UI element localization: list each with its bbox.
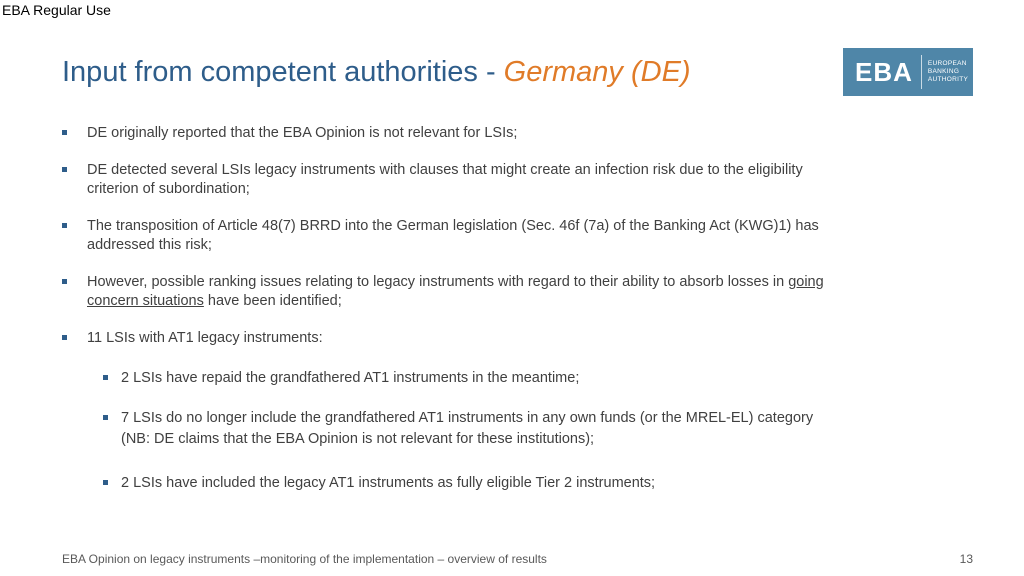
sub-bullet-text: 7 LSIs do no longer include the grandfathered AT1 instruments in any own funds (or the MREL-EL) category (NB: DE claims that the EBA Opinion is not relevant for these institutions); xyxy=(121,410,814,447)
page-number: 13 xyxy=(959,552,973,566)
bullet-text: DE originally reported that the EBA Opinion is not relevant for LSIs; xyxy=(87,125,518,141)
square-bullet-icon xyxy=(62,223,67,228)
logo-full-name xyxy=(928,60,968,84)
classification-label: EBA Regular Use xyxy=(2,2,111,18)
bullet-text-before: However, possible ranking issues relating to legacy instruments with regard to their ability to absorb losses in xyxy=(87,274,789,290)
logo-line-3: AUTHORITY xyxy=(927,76,969,83)
slide-title xyxy=(62,56,691,89)
bullet-text: 11 LSIs with AT1 legacy instruments: xyxy=(87,330,323,346)
logo-line-1: EUROPEAN xyxy=(927,60,967,67)
square-bullet-icon xyxy=(62,167,67,172)
bullet-text: The transposition of Article 48(7) BRRD into the German legislation (Sec. 46f (7a) of the Banking Act (KWG)1) has addressed this risk; xyxy=(87,218,819,253)
square-bullet-icon xyxy=(62,279,67,284)
logo-line-2: BANKING xyxy=(927,68,960,75)
sub-bullet-text: 2 LSIs have repaid the grandfathered AT1 instruments in the meantime; xyxy=(121,370,580,386)
bullet-underlined-text: going concern situations xyxy=(87,274,824,309)
bullet-item xyxy=(62,273,842,311)
main-bullet-list xyxy=(62,124,842,366)
logo-abbreviation: EBA xyxy=(855,56,913,87)
bullet-item xyxy=(62,217,842,255)
logo-divider xyxy=(921,55,922,89)
eba-logo xyxy=(843,48,973,96)
bullet-item xyxy=(62,161,842,199)
square-bullet-icon xyxy=(62,130,67,135)
slide-title-country: Germany (DE) xyxy=(503,56,691,88)
sub-bullet-item xyxy=(103,473,823,494)
bullet-item xyxy=(62,329,842,348)
slide-footer: EBA Opinion on legacy instruments –monitoring of the implementation – overview of results xyxy=(62,552,547,566)
square-bullet-icon xyxy=(103,375,108,380)
bullet-text-after: have been identified; xyxy=(203,293,342,309)
square-bullet-icon xyxy=(62,335,67,340)
sub-bullet-list xyxy=(103,368,823,494)
slide-title-main: Input from competent authorities - xyxy=(62,56,504,88)
bullet-item xyxy=(62,124,842,143)
sub-bullet-text: 2 LSIs have included the legacy AT1 instruments as fully eligible Tier 2 instruments; xyxy=(121,475,656,491)
sub-bullet-item xyxy=(103,408,823,450)
bullet-text: DE detected several LSIs legacy instruments with clauses that might create an infection risk due to the eligibility criterion of subordination; xyxy=(87,162,803,197)
sub-bullet-item xyxy=(103,368,823,389)
square-bullet-icon xyxy=(103,480,108,485)
square-bullet-icon xyxy=(103,415,108,420)
